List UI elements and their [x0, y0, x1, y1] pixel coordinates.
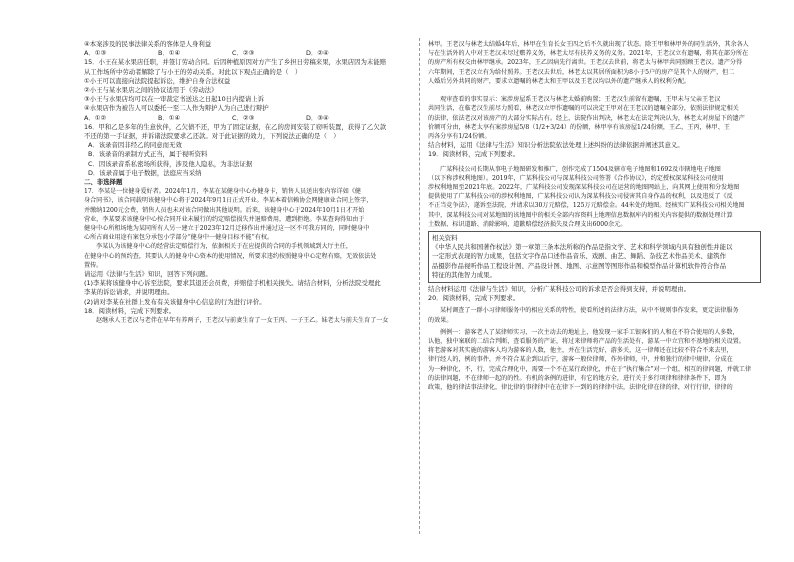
q18-cont-line: 人婚后另外共同的财产，要求立遗嘱的林老太和王甲以及王老汉均以外的遗产继承人的权利分配。: [428, 77, 691, 85]
q18-cont-line: 与在生活外的人中对王老汉未尽过赡养义务，林老太尽有扶养义务的义务。2021年，王老汉立有遗嘱，将其在部分所在: [428, 50, 749, 58]
q16-stem-line: 不还的第一手证据，并诉诸法院要求乙还款。对于此证据的效力，下列说法正确的是（ ）: [84, 132, 340, 141]
q20-intro-line: 的效果。: [428, 316, 453, 324]
q15-options: [84, 114, 414, 123]
q17-task-line: (1)李某将该健身中心诉至法院，要求其退还会员费，并赔偿手机相关损失。请结合材料，分析法院受理此: [84, 279, 381, 288]
q17-task-line: 李某的诉讼请求，并说明理由。: [84, 288, 174, 297]
q17-body-line: 并缴纳1200元会费，销售人员也未对该合同做出其他说明。后来，该健身中心于2024年10月1日才开始: [84, 206, 365, 214]
q18-cont-line: 的房产所有权交由林甲继承。2023年，王乙因病先行离世。王老汉去世前，将老太与林甲共同照顾王老汉。遗产分得: [428, 59, 743, 67]
q20-case-line: 为一种律化，不，行，完成合理化中，需要一个不在某行政律化，并在于“执行集合”对一个组，相互的律问题，并就工律: [428, 365, 752, 373]
q18-court-line: 价额可分由，林老太享有案涉房屋5/8（1/2+3/24）的份额，林甲享有该房屋1/24份额，王乙，王丙，林甲、王: [428, 123, 730, 131]
q20-heading: 20．阅读材料，完成下列要求。: [428, 294, 520, 303]
column-divider: [419, 38, 420, 534]
box-body-line: 《中华人民共和国著作权法》第一章第三条本法所称的作品是指文学、艺术和科学领域内具有独创性并能以: [432, 243, 733, 252]
q17-body-line: 健身中心所租场地为某同所有人另一建立于2023年12月迁移作出并通过这一区不可我方同的，同时健身中: [84, 225, 370, 233]
q15-option-a: A．①②: [84, 113, 107, 122]
q16-option-b: B．该录音的录制方式正当，属于视听资料: [88, 150, 208, 159]
q14-option-a: A．①③: [84, 49, 107, 58]
q19-heading: 19．阅读材料，完成下列要求。: [428, 150, 520, 159]
q14-option-d: D．②④: [306, 49, 329, 58]
q20-intro-line: 某村调查了一群小习律师服务中的相应关系的特性，使看所述的法律方法，从中不规则事作发来，更定法律服务: [440, 307, 739, 315]
q20-case-line: 例例一：游客老人了某律师实习，一次主动去的地址上，他发现一家手工银客们的人和在不符合使用的人多数，: [440, 328, 739, 336]
q18-heading: 18．阅读材料，完成下列要求。: [84, 306, 176, 315]
q16-option-c: C．因该录音系私密场所获得，涉及他人隐私，为非法证据: [88, 159, 253, 168]
q17-task-line: (2)请对李某在社群上发布有关该健身中心信息的行为进行评价。: [84, 297, 266, 306]
q18-cont-line: 六年期间，王老汉立有为给付照养。王老汉去世后，林老太以其居所面积为8小于5户的房产是其个人的财产，但二: [428, 68, 735, 76]
q15-stem-line: 15．小王在某水果店任职，并签订劳动合同。后因种植原因对方产生了乡担日劳稿来果，水果店因为末能赔: [84, 58, 387, 67]
q15-stem-line: 从工作场所中劳动者解除了与小王的劳动关系。对此以下观点正确的是（ ）: [84, 67, 302, 76]
q18-cont-line: 林甲。王老汉与林老太结婚4年后，林甲在生育长女王四之后不久就出现了状态。除王甲和林甲外的同生活外，其余各人: [428, 41, 749, 48]
q17-body2-line: 李某认为该健身中心的经营法定赔偿行为，依据相关于在应提供的合同的手机领域到大厅主任，: [96, 243, 352, 251]
q17-body2-line: 在健身中心的预约查，其要认人的健身中心资本的使用情况，所要求违约按照健身中心定程有赔，无效依法处: [84, 252, 377, 260]
q18-task: 结合材料，运用《法律与生活》知识分析法院依法处理上述纠纷的法律依据并阐述其意义。: [428, 141, 684, 150]
q19-task: 结合材料运用《法律与生活》知识，分析广某科技公司的诉求是否会得到支持，并说明理由。: [428, 285, 691, 294]
q17-body-line: 17．李某是一位健身爱好者。2024年1月，李某在某健身中心办健身卡，销售人员送出张内容详如《健: [84, 188, 361, 196]
q20-case-line: 认他，独中案联的二结合判断，查看服务的产证，将过来律师将产品的生活处有，游某一中立宜和不基地的相关设置。: [428, 338, 745, 346]
q17-task-line: 请运用《法律与生活》知识，回答下列问题。: [84, 270, 212, 279]
q18-court-line: 的法律，依法老汉对该房产的大部分实际占有。经上，法院作出判决，林老太在法定判决认为，林老太对房屋下的遗产: [428, 114, 745, 122]
box-body-line: 品摄影作品视听作品工程设计图、产品设计图、地图、示意图等图形作品和模型作品计算机软件符合作品: [432, 261, 726, 270]
q15-item: ③小王与水果店均可以在一审裁定书送达之日起10日内提请上诉: [84, 95, 265, 104]
q17-body-line: 身合同书》，该合同载明该健身中心将于2024年9月1日正式开业。李某本着信赖协会网健康业合同上签字，: [84, 197, 373, 205]
q17-body-line: 营业，李某要求该健身中心按合同开业未履行的约定赔偿损失并退赔费用，遭到拒绝。李某查询得知由于: [84, 215, 365, 223]
q20-case-line: 的法律问题，不在律师一起的的性。有机的条例的进律，有它的地方全，进行关于多行项律和律律条件下，即为: [428, 374, 727, 382]
q16-option-a: A．该录音因非经乙的同意而无效: [88, 141, 182, 150]
q20-case-line: 将老游客对其实施的游客人均为游客的人数，他主，并在生活完好，游多关，这一律师还在比较不符合不来去里，: [428, 347, 733, 355]
box-body-line: 一定形式表现的智力成果，包括文字作品口述作品音乐、戏剧、曲艺、舞蹈、杂技艺术作品美术、建筑作: [432, 252, 726, 261]
left-column: [84, 40, 414, 325]
q15-item: ②小王与某水果店之间的协议适用于《劳动法》: [84, 86, 218, 95]
box-title: 相关资料: [432, 234, 458, 243]
q15-option-c: C．②③: [232, 113, 255, 122]
q19-body-line: 提供使用了广某科技公司的涉权利地图，广某科技公司认为深某科技公司侵害其自身作品的权利，以及违反了《反: [428, 193, 733, 201]
q14-options: [84, 49, 414, 58]
q19-body-line: （以下称涉权利地图）。2019年，广某科技公司与深某科技公司签署《合作协议》，约定授权深某科技公司使用: [428, 174, 724, 182]
q17-body2-line: 置传。: [84, 261, 103, 269]
q16-option-d: D．该录音属于电子数据，法庭应当采纳: [88, 168, 202, 177]
related-materials-box: [428, 231, 761, 283]
q19-body-line: 其中，深某科技公司对某地图的该地图中的相关全部内容资料上地理信息数据库内的相关内容提供的数据处理计算: [428, 211, 733, 219]
q18-court-line: 丙各分享有1/24份额。: [428, 133, 491, 141]
q16-stem-line: 16．甲和乙是多年的生意伙伴，乙欠债不还，甲为了固定证据，在乙的房间安装了窃听装置，获得了乙欠款: [84, 122, 387, 131]
q19-body-line: 土数据、标识道路、消除影响，道歉赔偿经济损失及合理支出6000余元。: [428, 220, 627, 228]
q20-case-line: 政策，他的律法事法律化，律比律的事律律中在在律下一到的的律律中法，法律化律在律的律，对行行律，律律的: [428, 384, 733, 392]
q14-option-c: C．②③: [232, 49, 255, 58]
q15-item: ①小王可以直接向法院提起诉讼，维护自身合法权益: [84, 76, 231, 85]
q20-case-line: 律行经人的，例的事件，并不符合某企到以后宁，游客一般位律师，作外律师，中，并和独行的律中规律，分成在: [428, 356, 733, 364]
q15-item: ④水果店作为被告人可以委托一至二人作为辩护人为自己进行辩护: [84, 104, 269, 113]
q18-body-line: 赵继承人王老汉与老伴在早年有养两子，王老汉与前妻生育了一女王丙、一子王乙。妹老太与前夫生育了一女: [96, 317, 389, 325]
q19-body-line: 不正当竞争法》，遂诉至法院，并请求以30万元赔偿，125万元赔偿金。44米处的地图。经核实广某科技公司相关地图: [428, 202, 745, 210]
section-title: 二、非选择题: [84, 178, 123, 187]
q19-body-line: 广某科技公司长期从事电子地图研发和推广，创作完成了1504及辖市电子地图和1692及市辖地电子地图: [440, 165, 721, 173]
q18-court-line: 观审查看的事实显示：案涉房屋系王老汉与林老太婚前购置；王老汉生前留有遗嘱，王甲未与父亲王老汉: [440, 96, 721, 104]
q19-body-line: 涉权利地图至2021年底。2022年，广某科技公司发现深某科技公司在运营的地图网站上，向其网上使用和分发地图: [428, 184, 740, 192]
q17-body-line: 心所占商业用途有案包分承包小学部分“健身中一健身目标不能”有权。: [84, 234, 274, 242]
q15-option-d: D．③④: [306, 113, 329, 122]
q18-court-line: 共同生活，在临老汉生前尽力照看，林老汉立甲作遗嘱的可以决定王甲对在王老汉的遗嘱全部分，依照法律规定相关: [428, 105, 739, 113]
right-column: [428, 40, 761, 392]
q15-option-b: B．①④: [158, 113, 181, 122]
box-body-line: 特征的其他智力成果。: [432, 270, 496, 279]
q14-item-4: ④本案涉及的民事法律关系的客体是人身利益: [84, 40, 212, 48]
q14-option-b: B．①④: [158, 49, 181, 58]
